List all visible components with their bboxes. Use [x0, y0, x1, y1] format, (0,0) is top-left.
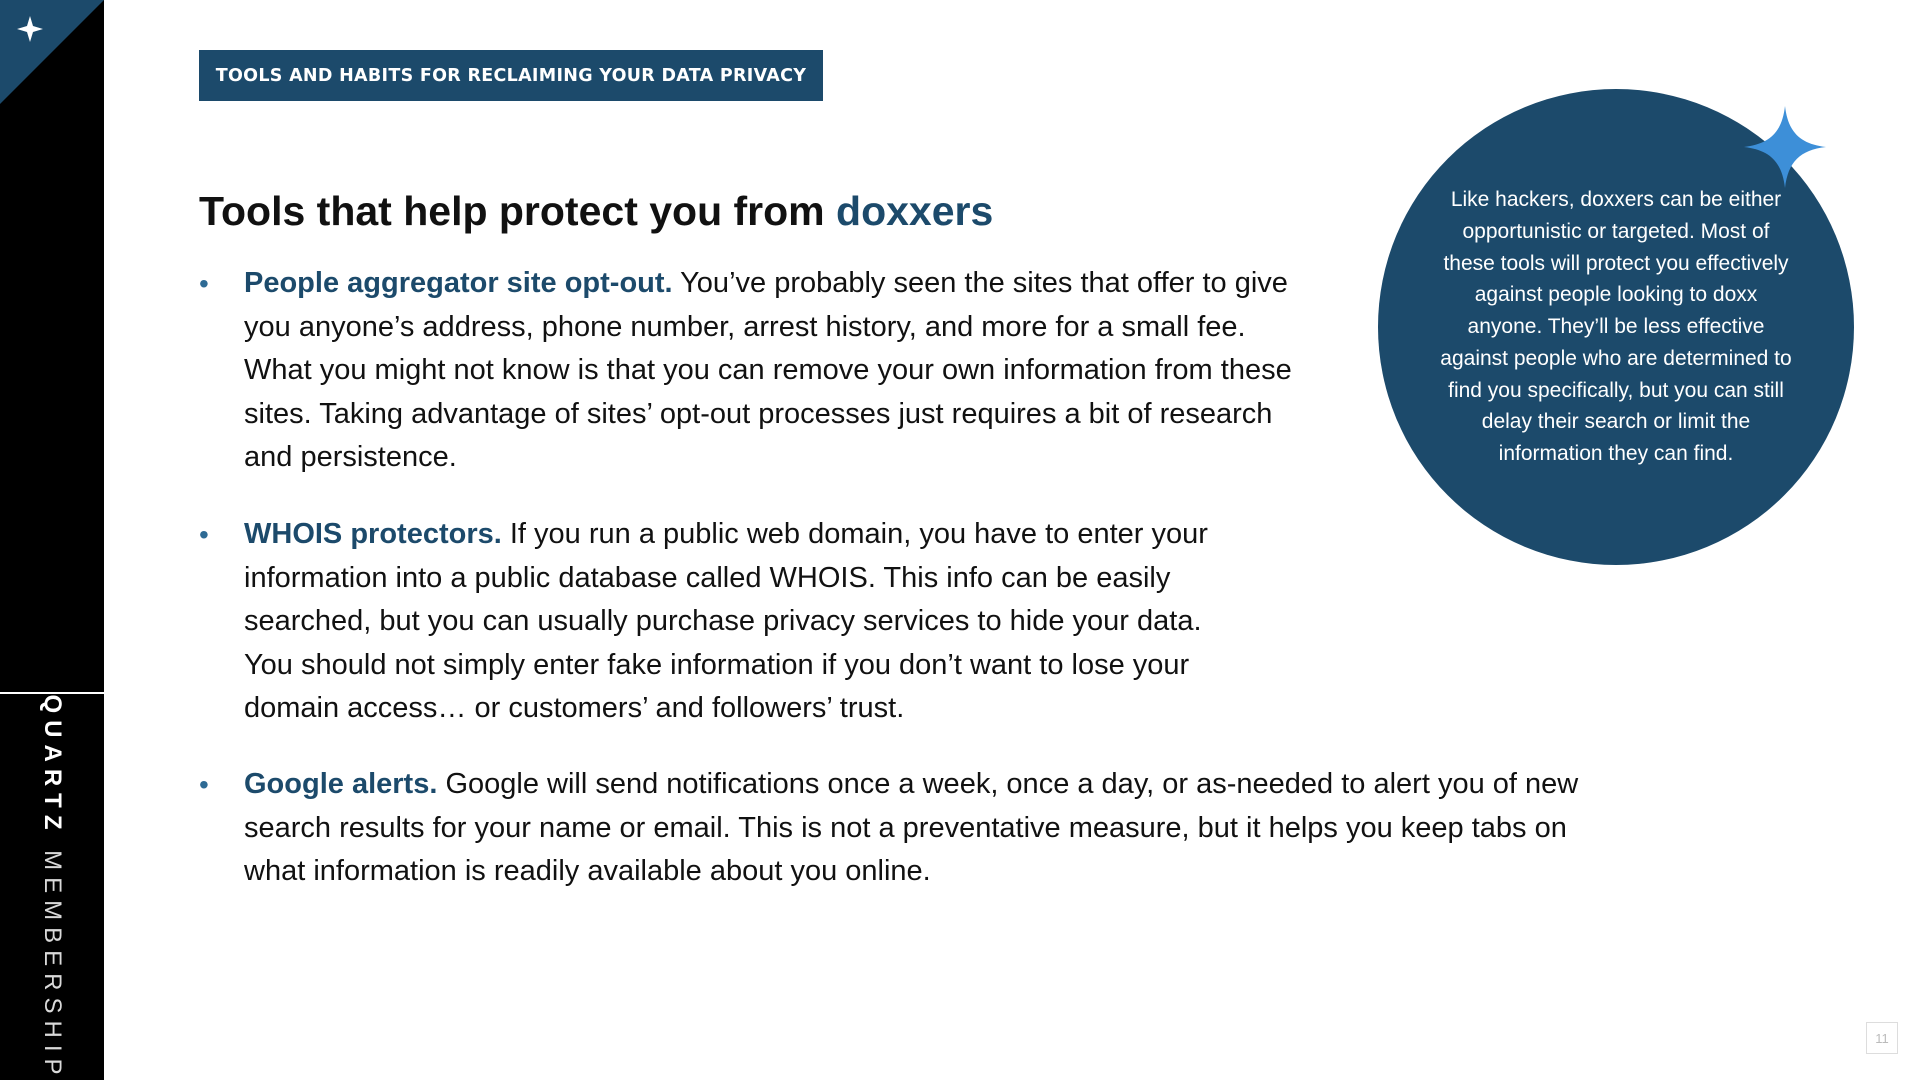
- section-tag: TOOLS AND HABITS FOR RECLAIMING YOUR DATA PRIVACY: [199, 50, 823, 101]
- bullet-item: [199, 763, 1594, 894]
- bullet-item: [199, 262, 1299, 480]
- sidebar: [0, 0, 104, 1080]
- bullet-body: Google will send notifications once a week, once a day, or as-needed to alert you of new search results for your name or email. This is not a preventative measure, but it helps you keep tabs on what information is readily available about you online.: [244, 768, 1579, 887]
- bullet-dot: •: [199, 769, 209, 800]
- page-title: [199, 188, 993, 235]
- page-number: 11: [1866, 1022, 1898, 1054]
- sparkle-icon: [1740, 102, 1830, 192]
- corner-badge: [0, 0, 104, 104]
- bullet-body: If you run a public web domain, you have to enter your information into a public database called WHOIS. This info can be easily searched, but you can usually purchase privacy services to hide your data. You should not simply enter fake information if you don’t want to lose your domain access… or customers’ and followers’ trust.: [244, 518, 1208, 724]
- brand-light: MEMBERSHIP: [39, 850, 66, 1082]
- title-prefix: Tools that help protect you from: [199, 188, 837, 234]
- bullet-item: [199, 513, 1254, 731]
- bullet-dot: •: [199, 519, 209, 550]
- bullet-text: [244, 262, 1299, 480]
- bullet-lead: Google alerts.: [244, 768, 438, 800]
- title-accent: doxxers: [836, 188, 994, 234]
- brand-bold: QUARTZ: [39, 694, 66, 837]
- bullet-dot: •: [199, 268, 209, 299]
- bullet-lead: People aggregator site opt-out.: [244, 267, 673, 299]
- bullet-text: [244, 513, 1254, 731]
- bullet-lead: WHOIS protectors.: [244, 518, 502, 550]
- bullet-text: [244, 763, 1594, 894]
- callout-text: Like hackers, doxxers can be either opportunistic or targeted. Most of these tools will protect you effectively against people looking to doxx anyone. They’ll be less effective against people who are determined to find you specifically, but you can still delay their search or limit the information they can find.: [1440, 188, 1792, 465]
- bullet-body: You’ve probably seen the sites that offer to give you anyone’s address, phone number, arrest history, and more for a small fee. What you might not know is that you can remove your own information from these sites. Taking advantage of sites’ opt-out processes just requires a bit of research and persistence.: [244, 267, 1292, 473]
- brand-wordmark: [38, 694, 66, 1081]
